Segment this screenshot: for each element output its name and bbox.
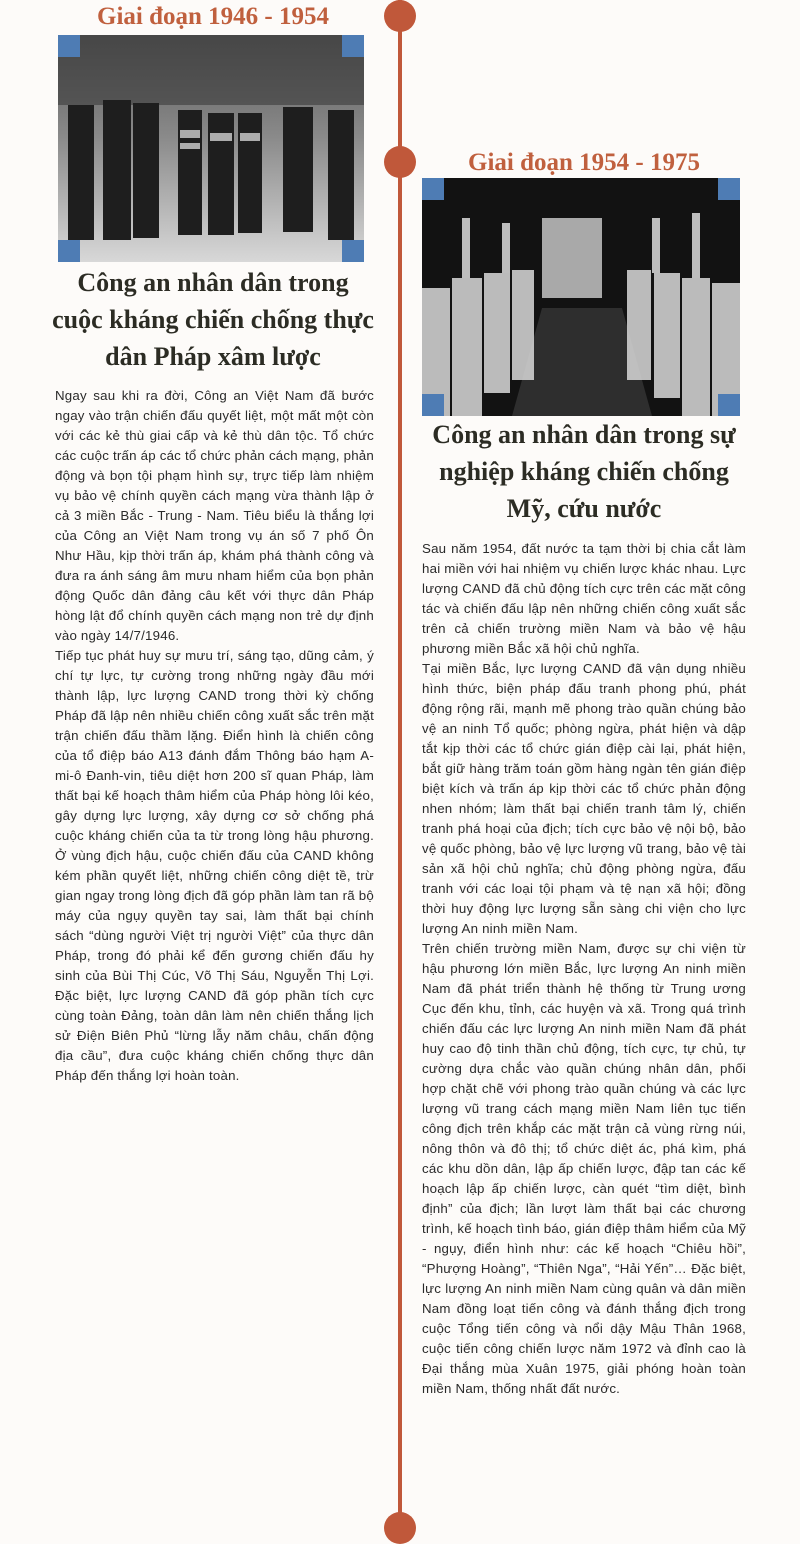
photo-illustration	[58, 35, 364, 262]
section-body-1954-1975	[422, 539, 746, 1399]
timeline-dot-top	[384, 0, 416, 32]
period-title-1946-1954: Giai đoạn 1946 - 1954	[97, 3, 329, 30]
photo-corner	[342, 35, 364, 57]
section-heading-1946-1954: Công an nhân dân trong cuộc kháng chiến chống thực dân Pháp xâm lược	[52, 268, 374, 371]
section-body-1946-1954	[52, 386, 374, 1086]
photo-corner	[422, 394, 444, 416]
paragraph: Ngay sau khi ra đời, Công an Việt Nam đã bước ngay vào trận chiến đấu quyết liệt, một mất một còn với các kẻ thù giai cấp và kẻ thù dân tộc. Tổ chức các cuộc trấn áp các tổ chức phản cách mạng, phản động và bọn tội phạm hình sự, trực tiếp làm nhiệm vụ bảo vệ chính quyền cách mạng vừa thành lập ở cả 3 miền Bắc - Trung - Nam. Tiêu biểu là thắng lợi của Công an Việt Nam trong vụ án số 7 phố Ôn Như Hầu, kịp thời trấn áp, khám phá thành công và đưa ra ánh sáng âm mưu nham hiểm của bọn phản động Quốc dân đảng câu kết với thực dân Pháp hòng lật đổ chính quyền cách mạng non trẻ dự định vào ngày 14/7/1946.	[55, 388, 374, 643]
photo-illustration	[422, 178, 740, 416]
photo-corner	[58, 240, 80, 262]
timeline-line	[398, 0, 402, 1541]
photo-corner	[422, 178, 444, 200]
paragraph: Tiếp tục phát huy sự mưu trí, sáng tạo, dũng cảm, ý chí tự lực, tự cường trong những ngày đầu mới thành lập, lực lượng CAND trong thời kỳ chống Pháp đã lập nên nhiều chiến công xuất sắc trên mặt trận chiến đấu thầm lặng. Điển hình là chiến công của tổ điệp báo A13 đánh đắm Thông báo hạm A-mi-ô Đanh-vin, tiêu diệt hơn 200 sĩ quan Pháp, làm thất bại kế hoạch thâm hiểm của Pháp hòng lôi kéo, gây dựng lực lượng, xây dựng cơ sở chống phá cuộc kháng chiến của ta từ trong lòng hậu phương. Ở vùng địch hậu, cuộc chiến đấu của CAND không kém phần quyết liệt, những chiến công diệt tề, trừ gian ngay trong lòng địch đã góp phần làm tan rã bộ máy của ngụy quyền tay sai, làm thất bại chính sách “dùng người Việt trị người Việt” của thực dân Pháp, trong đó phải kể đến gương chiến đấu hy sinh của Bùi Thị Cúc, Võ Thị Sáu, Nguyễn Thị Lợi. Đặc biệt, lực lượng CAND đã góp phần tích cực cùng toàn Đảng, toàn dân làm nên chiến thắng lịch sử Điện Biên Phủ “lừng lẫy năm châu, chấn động địa cầu”, đưa cuộc kháng chiến chống thực dân Pháp đến thắng lợi hoàn toàn.	[55, 648, 374, 1083]
timeline-dot-1954	[384, 146, 416, 178]
column-1946-1954	[52, 2, 374, 1086]
paragraph: Tại miền Bắc, lực lượng CAND đã vận dụng nhiều hình thức, biện pháp đấu tranh phong phú, phát động rộng rãi, mạnh mẽ phong trào quần chúng bảo vệ an ninh Tổ quốc; phòng ngừa, phát hiện và dập tắt kịp thời các tổ chức gián điệp cài lại, phát hiện, bắt giữ hàng trăm toán gồm hàng ngàn tên gián điệp biệt kích và trấn áp kịp thời các tổ chức phản động nhen nhóm; làm thất bại chiến tranh tâm lý, chiến tranh phá hoại của địch; tích cực bảo vệ nội bộ, bảo vệ quốc phòng, bảo vệ lực lượng vũ trang, bảo vệ tài sản xã hội chủ nghĩa; chủ động phòng ngừa, đấu tranh với các loại tội phạm và tệ nạn xã hội; đồng thời huy động lực lượng sẵn sàng chi viện cho lực lượng An ninh miền Nam.	[422, 661, 746, 936]
paragraph: Sau năm 1954, đất nước ta tạm thời bị chia cắt làm hai miền với hai nhiệm vụ chiến lược khác nhau. Lực lượng CAND đã chủ động tích cực trên các mặt công tác và chiến đấu lập nên những chiến công xuất sắc trên cả chiến trường miền Nam và bảo vệ hậu phương miền Bắc xã hội chủ nghĩa.	[422, 541, 746, 656]
paragraph: Trên chiến trường miền Nam, được sự chi viện từ hậu phương lớn miền Bắc, lực lượng An ninh miền Nam đã phát triển thành hệ thống từ Trung ương Cục đến khu, tỉnh, các huyện và xã. Trong quá trình chiến đấu các lực lượng An ninh miền Nam đã phát huy cao độ tinh thần chủ động, tích cực, tự chủ, tự cường dựa chắc vào quần chúng nhân dân, phối hợp chặt chẽ với phong trào quần chúng và các lực lượng vũ trang cách mạng miền Nam liên tục tiến công địch trên khắp các mặt trận cả vùng rừng núi, nông thôn và đô thị; tổ chức diệt ác, phá kìm, phá các khu dồn dân, lập ấp chiến lược, đập tan các kế hoạch lập ấp chiến lược, càn quét “tìm diệt, bình định” của địch; lần lượt làm thất bại các chương trình, kế hoạch tình báo, gián điệp thâm hiểm của Mỹ - ngụy, điển hình như: các kế hoạch “Chiêu hồi”, “Phượng Hoàng”, “Thiên Nga”, “Hải Yến”… Đặc biệt, lực lượng An ninh miền Nam cùng quân và dân miền Nam đồng loạt tiến công và đánh thắng địch trong cuộc Tổng tiến công và nổi dậy Mậu Thân 1968, cuộc tiến công chiến lược năm 1972 và đỉnh cao là Đại thắng mùa Xuân 1975, giải phóng hoàn toàn miền Nam, thống nhất đất nước.	[422, 941, 746, 1396]
section-heading-1954-1975: Công an nhân dân trong sự nghiệp kháng chiến chống Mỹ, cứu nước	[432, 420, 736, 523]
photo-1946-1954	[58, 35, 364, 262]
photo-1954-1975	[422, 178, 740, 416]
photo-corner	[718, 178, 740, 200]
photo-corner	[342, 240, 364, 262]
photo-corner	[718, 394, 740, 416]
period-title-1954-1975: Giai đoạn 1954 - 1975	[468, 149, 700, 176]
column-1954-1975	[422, 148, 746, 1399]
timeline-dot-bottom	[384, 1512, 416, 1544]
photo-corner	[58, 35, 80, 57]
